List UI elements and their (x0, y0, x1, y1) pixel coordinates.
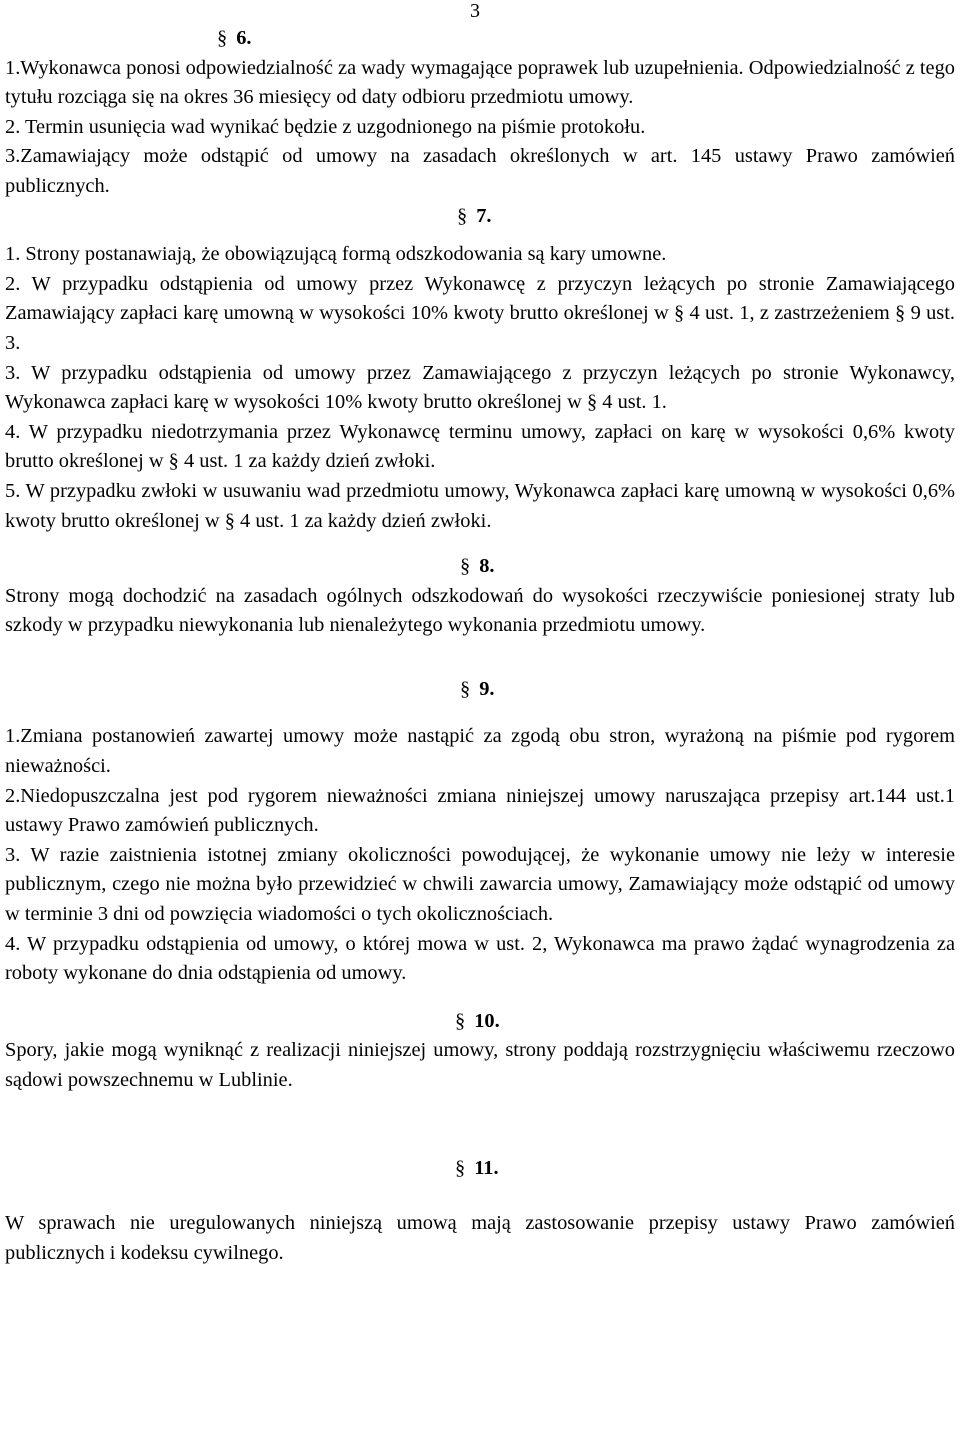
section-sign: § (217, 27, 228, 49)
section-10-heading (5, 1007, 955, 1037)
section-number: 9. (479, 677, 495, 700)
section-number: 6. (236, 27, 252, 49)
section-7-paragraph-1: 1. Strony postanawiają, że obowiązującą formą odszkodowania są kary umowne. (5, 243, 667, 266)
document-body (5, 24, 955, 1268)
section-9-heading (5, 675, 955, 705)
section-6-paragraph-1: 1.Wykonawca ponosi odpowiedzialność za wady wymagające poprawek lub uzupełnienia. Odpowiedzialność z tego tytułu rozciąga się na okres 36 miesięcy od daty odbioru przedmiotu umowy. (5, 56, 955, 109)
section-7-paragraph-3: 3. W przypadku odstąpienia od umowy przez Zamawiającego z przyczyn leżących po stronie Wykonawcy, Wykonawca zapłaci karę w wysokości 10% kwoty brutto określonej w § 4 ust. 1. (5, 361, 955, 414)
section-7-paragraph-2: 2. W przypadku odstąpienia od umowy przez Wykonawcę z przyczyn leżących po stronie Zamawiającego Zamawiający zapłaci karę umowną w wysokości 10% kwoty brutto określonej w § 4 ust. 1, z zastrzeżeniem § 9 ust. 3. (5, 272, 955, 354)
section-6-paragraph-3: 3.Zamawiający może odstąpić od umowy na zasadach określonych w art. 145 ustawy Prawo zamówień publicznych. (5, 145, 955, 197)
section-sign: § (460, 555, 471, 578)
section-7-paragraph-5: 5. W przypadku zwłoki w usuwaniu wad przedmiotu umowy, Wykonawca zapłaci karę umowną w wysokości 0,6% kwoty brutto określonej w § 4 ust. 1 za każdy dzień zwłoki. (5, 479, 955, 532)
section-sign: § (455, 1156, 466, 1179)
section-8-heading (5, 552, 955, 582)
section-sign: § (460, 677, 471, 700)
section-9-paragraph-1: 1.Zmiana postanowień zawartej umowy może nastąpić za zgodą obu stron, wyrażoną na piśmie pod rygorem nieważności. (5, 725, 955, 778)
section-number: 8. (479, 555, 495, 578)
section-number: 11. (474, 1156, 499, 1179)
page-number: 3 (470, 0, 480, 22)
section-11-paragraph-1: W sprawach nie uregulowanych niniejszą umową mają zastosowanie przepisy ustawy Prawo zamówień publicznych i kodeksu cywilnego. (5, 1212, 955, 1264)
section-6-heading (5, 24, 955, 54)
section-9-paragraph-2: 2.Niedopuszczalna jest pod rygorem nieważności zmiana niniejszej umowy naruszająca przepisy art.144 ust.1 ustawy Prawo zamówień publicznych. (5, 784, 955, 837)
section-9-paragraph-3: 3. W razie zaistnienia istotnej zmiany okoliczności powodującej, że wykonanie umowy nie leży w interesie publicznym, czego nie można było przewidzieć w chwili zawarcia umowy, Zamawiający może odstąpić od umowy w terminie 3 dni od powzięcia wiadomości o tych okolicznościach. (5, 843, 955, 926)
section-7-heading (5, 202, 955, 232)
section-sign: § (457, 204, 468, 227)
section-number: 7. (476, 204, 492, 227)
section-sign: § (455, 1009, 466, 1032)
section-number: 10. (474, 1009, 500, 1032)
section-8-paragraph-1: Strony mogą dochodzić na zasadach ogólnych odszkodowań do wysokości rzeczywiście poniesionej straty lub szkody w przypadku niewykonania lub nienależytego wykonania przedmiotu umowy. (5, 584, 955, 637)
section-6-paragraph-2: 2. Termin usunięcia wad wynikać będzie z uzgodnionego na piśmie protokołu. (5, 115, 646, 138)
section-11-heading (5, 1154, 955, 1184)
section-9-paragraph-4: 4. W przypadku odstąpienia od umowy, o której mowa w ust. 2, Wykonawca ma prawo żądać wynagrodzenia za roboty wykonane do dnia odstąpienia od umowy. (5, 932, 955, 985)
section-10-paragraph-1: Spory, jakie mogą wyniknąć z realizacji niniejszej umowy, strony poddają rozstrzygnięciu właściwemu rzeczowo sądowi powszechnemu w Lublinie. (5, 1039, 955, 1091)
section-7-paragraph-4: 4. W przypadku niedotrzymania przez Wykonawcę terminu umowy, zapłaci on karę w wysokości 0,6% kwoty brutto określonej w § 4 ust. 1 za każdy dzień zwłoki. (5, 420, 955, 473)
